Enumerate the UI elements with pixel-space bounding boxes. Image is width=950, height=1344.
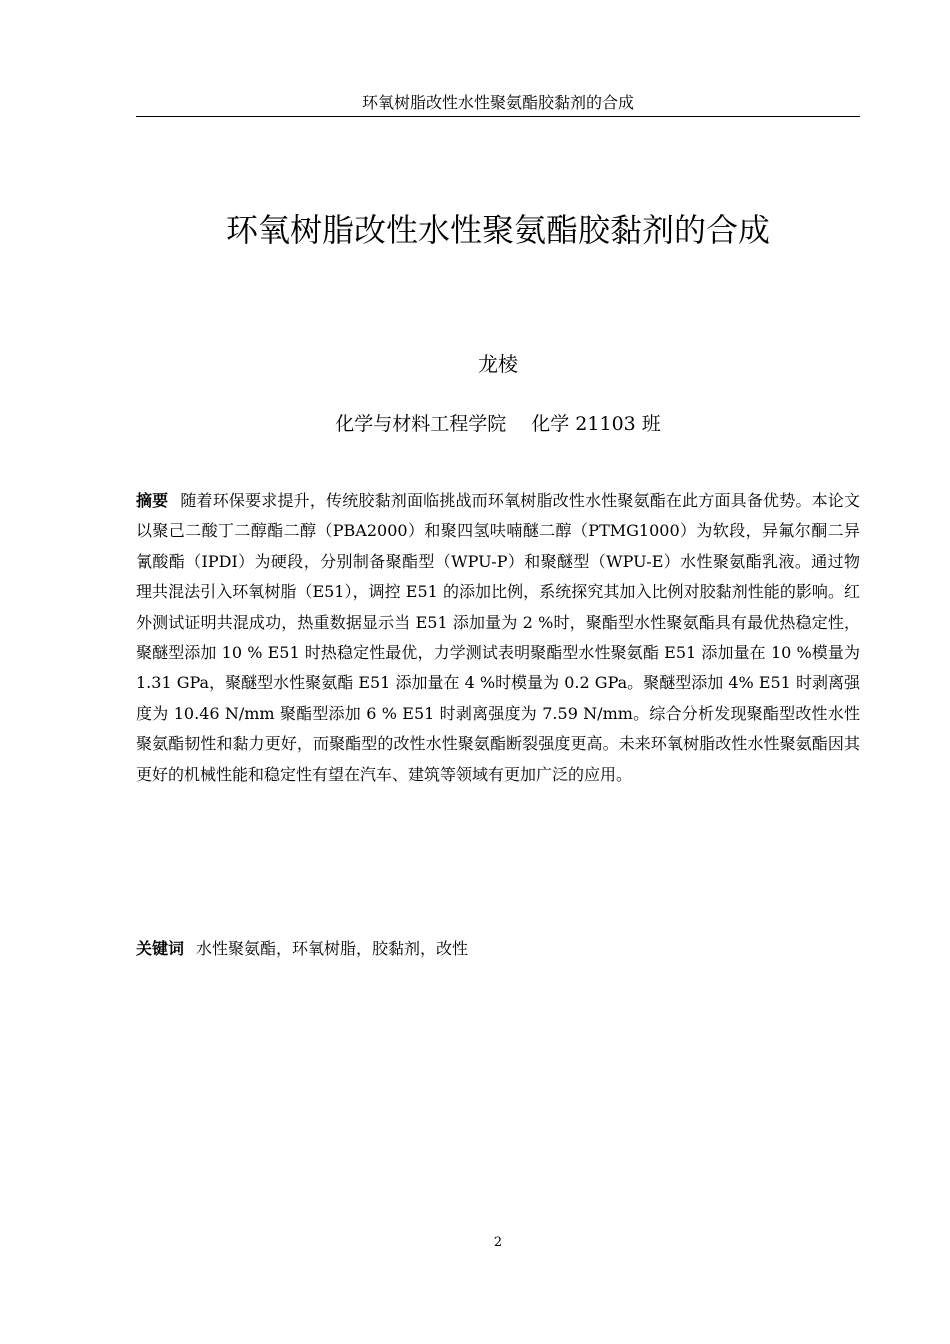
abstract-text: 随着环保要求提升，传统胶黏剂面临挑战而环氧树脂改性水性聚氨酯在此方面具备优势。本论文以聚己二酸丁二醇酯二醇（PBA2000）和聚四氢呋喃醚二醇（PTMG1000）为软段，异氟尔酮二异氰酸酯（IPDI）为硬段，分别制备聚酯型（WPU-P）和聚醚型（WPU-E）水性聚氨酯乳液。通过物理共混法引入环氧树脂（E51），调控 E51 的添加比例，系统探究其加入比例对胶黏剂性能的影响。红外测试证明共混成功，热重数据显示当 E51 添加量为 2 %时，聚酯型水性聚氨酯具有最优热稳定性，聚醚型添加 10 % E51 时热稳定性最优，力学测试表明聚酯型水性聚氨酯 E51 添加量在 10 %模量为 1.31 GPa，聚醚型水性聚氨酯 E51 添加量在 4 %时模量为 0.2 GPa。聚醚型添加 4% E51 时剥离强度为 10.46 N/mm 聚酯型添加 6 % E51 时剥离强度为 7.59 N/mm。综合分析发现聚酯型改性水性聚氨酯韧性和黏力更好，而聚酯型的改性水性聚氨酯断裂强度更高。未来环氧树脂改性水性聚氨酯因其更好的机械性能和稳定性有望在汽车、建筑等领域有更加广泛的应用。: [136, 491, 860, 784]
paper-title: 环氧树脂改性水性聚氨酯胶黏剂的合成: [225, 211, 770, 249]
abstract-section: [136, 486, 860, 790]
author-name: 龙棱: [478, 352, 518, 376]
abstract-label: 摘要: [136, 491, 169, 510]
abstract-paragraph: [136, 486, 860, 790]
running-header: 环氧树脂改性水性聚氨酯胶黏剂的合成: [136, 92, 860, 117]
keywords-label: 关键词: [136, 939, 185, 958]
keywords-text: 水性聚氨酯，环氧树脂，胶黏剂，改性: [196, 939, 469, 958]
keywords-section: [136, 934, 860, 964]
author-affiliation: 化学与材料工程学院 化学 21103 班: [335, 413, 661, 435]
page-number: 2: [493, 1235, 503, 1250]
